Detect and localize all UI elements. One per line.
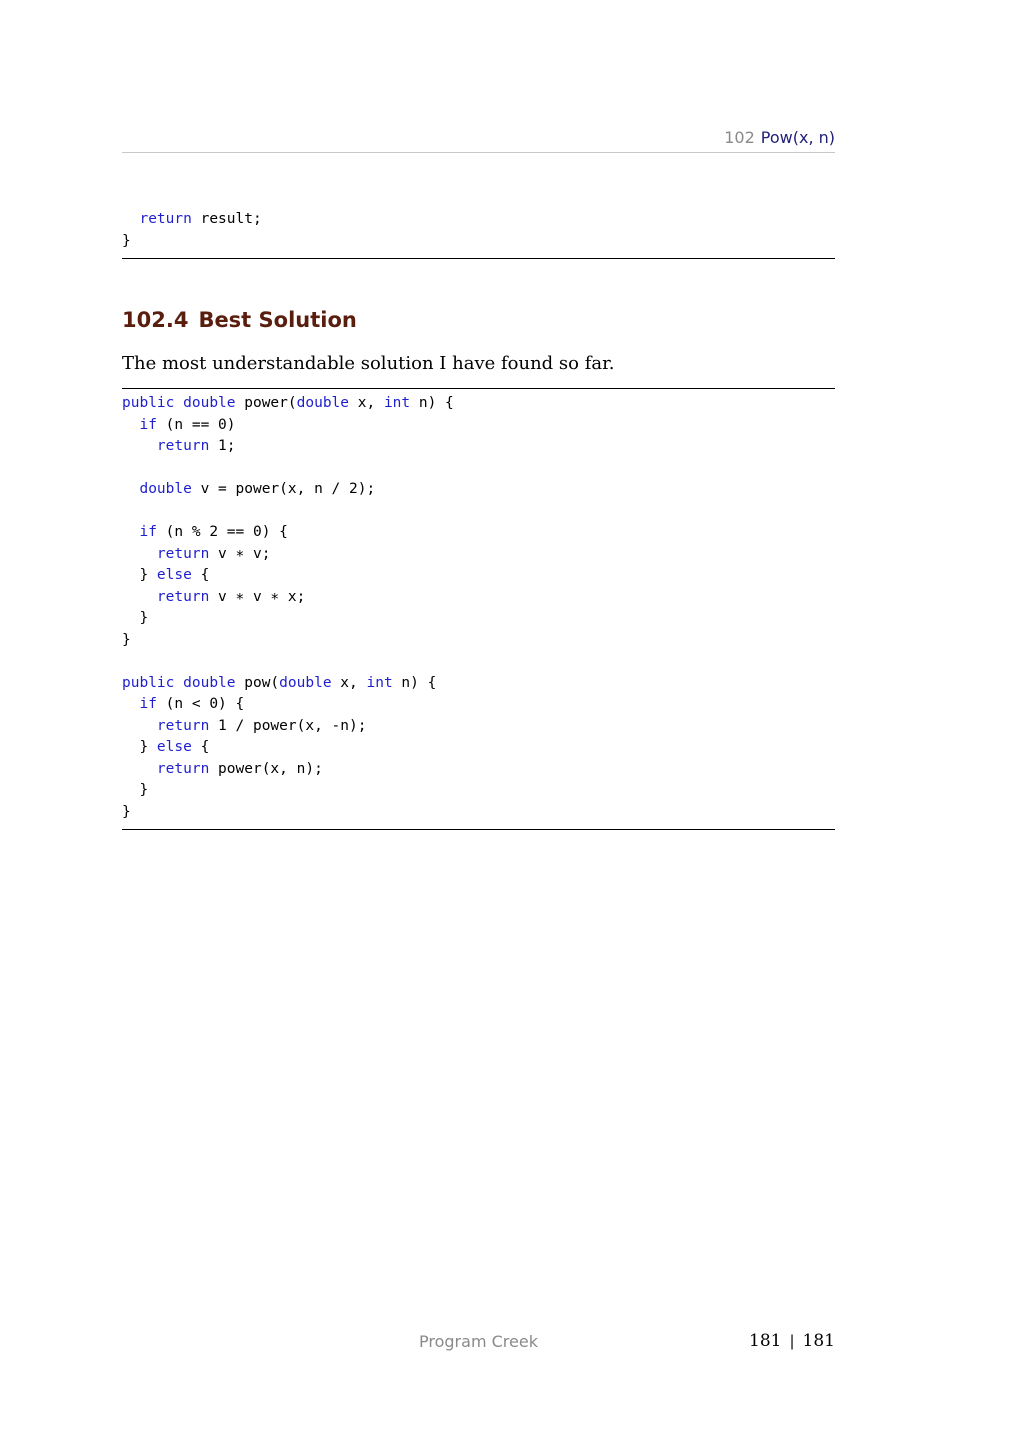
code-text: { bbox=[191, 739, 210, 755]
code-line bbox=[122, 804, 131, 820]
code-text: } bbox=[122, 610, 149, 626]
code-line bbox=[122, 718, 366, 734]
code-line bbox=[122, 610, 148, 626]
section-intro-text: The most understandable solution I have found so far. bbox=[122, 353, 615, 374]
code-keyword: return bbox=[156, 438, 210, 454]
code-text: x, bbox=[349, 395, 384, 411]
section-title: Best Solution bbox=[198, 308, 357, 332]
footer-book-title: Program Creek bbox=[419, 1332, 538, 1351]
code-text: } bbox=[122, 567, 157, 583]
code-line bbox=[122, 567, 209, 583]
code-text: } bbox=[122, 782, 149, 798]
code-text bbox=[174, 675, 183, 691]
code-text bbox=[174, 395, 183, 411]
code-keyword: return bbox=[156, 717, 210, 734]
code-text bbox=[122, 546, 157, 562]
code-keyword: double bbox=[183, 395, 236, 411]
code-text bbox=[122, 696, 139, 712]
code-keyword: return bbox=[156, 760, 210, 777]
code-line bbox=[122, 632, 131, 648]
page-current: 181 bbox=[749, 1331, 782, 1351]
chapter-title-link[interactable]: Pow(x, n) bbox=[760, 128, 835, 147]
code-text: 1; bbox=[209, 438, 236, 454]
code-keyword: else bbox=[156, 739, 192, 755]
code-line bbox=[122, 589, 305, 605]
code-keyword: double bbox=[139, 481, 192, 497]
code-text: } bbox=[122, 631, 131, 648]
code-line bbox=[122, 211, 262, 227]
code-text: } bbox=[122, 232, 131, 249]
code-line bbox=[122, 782, 148, 798]
code-line bbox=[122, 739, 209, 755]
code-keyword: double bbox=[296, 395, 350, 411]
page-separator: | bbox=[789, 1332, 795, 1350]
code-line bbox=[122, 675, 436, 691]
code-keyword: double bbox=[183, 674, 236, 691]
code-text bbox=[122, 438, 157, 454]
code-keyword: return bbox=[156, 545, 210, 562]
code-text: pow( bbox=[235, 674, 280, 691]
code-keyword: else bbox=[156, 567, 192, 583]
code-text: v ∗ v ∗ x; bbox=[209, 588, 306, 605]
code-text bbox=[122, 589, 157, 605]
chapter-number: 102 bbox=[724, 128, 755, 147]
code-line bbox=[122, 524, 288, 540]
code-text: 1 / power(x, -n); bbox=[209, 717, 367, 734]
code-line bbox=[122, 761, 323, 777]
code-text: n) { bbox=[410, 395, 454, 411]
code-line bbox=[122, 417, 236, 433]
code-text: x, bbox=[331, 674, 367, 691]
code-block-best-solution bbox=[122, 388, 835, 830]
section-heading bbox=[122, 308, 357, 332]
code-text: (n % 2 == 0) { bbox=[156, 524, 288, 540]
code-text: { bbox=[191, 567, 210, 583]
code-text bbox=[122, 211, 139, 227]
code-keyword: if bbox=[139, 696, 157, 712]
code-keyword: return bbox=[139, 211, 192, 227]
code-keyword: public bbox=[122, 674, 175, 691]
page-total: 181 bbox=[802, 1331, 835, 1351]
code-text bbox=[122, 417, 139, 433]
code-text: (n == 0) bbox=[156, 416, 236, 433]
code-line bbox=[122, 696, 244, 712]
code-keyword: if bbox=[139, 524, 157, 540]
code-text: power( bbox=[235, 395, 297, 411]
code-keyword: if bbox=[139, 416, 157, 433]
code-line bbox=[122, 233, 131, 249]
running-header bbox=[122, 128, 835, 153]
code-line bbox=[122, 481, 375, 497]
code-keyword: return bbox=[156, 588, 210, 605]
code-text: } bbox=[122, 803, 131, 820]
code-text bbox=[122, 718, 157, 734]
code-text: n) { bbox=[392, 674, 437, 691]
code-text: power(x, n); bbox=[209, 760, 323, 777]
footer-page-number bbox=[749, 1331, 835, 1351]
code-text: } bbox=[122, 739, 157, 755]
code-line bbox=[122, 546, 270, 562]
code-keyword: double bbox=[279, 674, 332, 691]
code-text bbox=[122, 761, 157, 777]
code-keyword: public bbox=[122, 395, 175, 411]
code-text: (n < 0) { bbox=[156, 696, 245, 712]
code-text: v = power(x, n / 2); bbox=[191, 481, 376, 497]
code-line bbox=[122, 395, 454, 411]
code-text bbox=[122, 524, 139, 540]
code-keyword: int bbox=[366, 674, 393, 691]
code-text: v ∗ v; bbox=[209, 545, 271, 562]
code-keyword: int bbox=[383, 395, 411, 411]
code-text: result; bbox=[191, 211, 262, 227]
code-line bbox=[122, 438, 236, 454]
section-number: 102.4 bbox=[122, 308, 189, 332]
code-text bbox=[122, 481, 139, 497]
code-block-continued bbox=[122, 209, 835, 259]
